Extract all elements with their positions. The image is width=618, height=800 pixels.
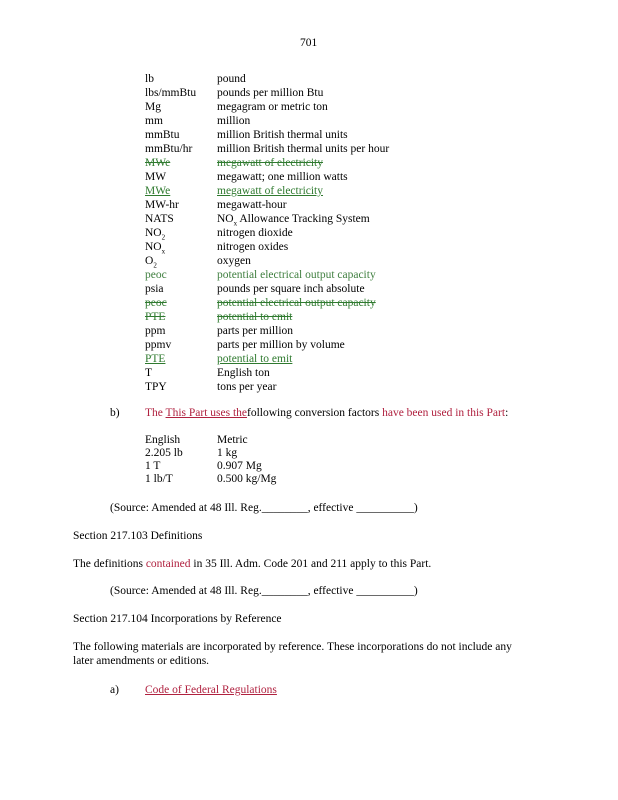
abbreviation-term: mm bbox=[145, 115, 163, 127]
section-104-paragraph-line2: later amendments or editions. bbox=[73, 655, 210, 667]
conversion-english: 2.205 lb bbox=[145, 447, 183, 459]
item-b-the: The bbox=[145, 407, 166, 419]
abbreviation-definition: nitrogen oxides bbox=[217, 241, 289, 253]
abbreviation-term: $NO_x$ bbox=[145, 241, 166, 256]
abbreviation-definition: potential to emit bbox=[217, 311, 293, 323]
abbreviation-term: T bbox=[145, 367, 153, 379]
abbreviation-definition: potential to emit bbox=[217, 353, 293, 365]
section-103-text bbox=[73, 558, 431, 571]
abbreviation-term: psia bbox=[145, 283, 164, 295]
abbreviation-term: MW bbox=[145, 171, 167, 183]
abbreviation-term: $NO_2$ bbox=[145, 227, 166, 242]
abbreviation-definition: English ton bbox=[217, 367, 270, 379]
section-103-text-before: The definitions bbox=[73, 558, 146, 570]
conversion-header-english: English bbox=[145, 434, 181, 446]
section-103-text-red: contained bbox=[145, 558, 191, 570]
page-number: 701 bbox=[300, 37, 318, 49]
item-b-end: : bbox=[505, 407, 509, 419]
abbreviation-definition: oxygen bbox=[217, 255, 251, 267]
abbreviation-definition: million British thermal units bbox=[217, 129, 348, 141]
abbreviation-term: TPY bbox=[145, 381, 167, 393]
abbreviation-definition: $NO_x$ Allowance Tracking System bbox=[217, 213, 370, 228]
abbreviation-term: lb bbox=[145, 73, 154, 85]
abbreviation-term: PTE bbox=[145, 311, 166, 323]
abbreviation-term: $O_2$ bbox=[145, 255, 157, 270]
conversion-metric: 1 kg bbox=[217, 447, 238, 459]
conversion-english: 1 lb/T bbox=[145, 473, 173, 485]
section-104-heading: Section 217.104 Incorporations by Reference bbox=[73, 613, 282, 625]
section-104-paragraph-line1: The following materials are incorporated by reference. These incorporations do not include any bbox=[73, 641, 512, 653]
item-b-inserted: This Part uses the bbox=[165, 407, 247, 419]
abbreviation-definition: megawatt of electricity bbox=[217, 185, 324, 197]
conversion-english: 1 T bbox=[145, 460, 161, 472]
abbreviation-term: ppmv bbox=[145, 339, 172, 351]
abbreviation-term: MWe bbox=[145, 157, 171, 169]
abbreviation-definition: megagram or metric ton bbox=[217, 101, 328, 113]
conversion-metric: 0.500 kg/Mg bbox=[217, 473, 277, 485]
item-a-link[interactable]: Code of Federal Regulations bbox=[145, 684, 277, 696]
section-103-heading: Section 217.103 Definitions bbox=[73, 530, 203, 542]
abbreviation-term: peoc bbox=[145, 269, 167, 281]
item-b-struck: have been used in this Part bbox=[382, 407, 506, 419]
abbreviation-definition: parts per million by volume bbox=[217, 339, 345, 351]
abbreviation-definition: pound bbox=[217, 73, 246, 85]
abbreviation-term: ppm bbox=[145, 325, 166, 337]
conversion-header-metric: Metric bbox=[217, 434, 248, 446]
abbreviation-definition: parts per million bbox=[217, 325, 294, 337]
item-a-label: a) bbox=[110, 684, 119, 696]
abbreviation-term: MWe bbox=[145, 185, 171, 197]
abbreviation-term: PTE bbox=[145, 353, 166, 365]
section-103-text-after: in 35 Ill. Adm. Code 201 and 211 apply to this Part. bbox=[190, 558, 432, 570]
item-b-label: b) bbox=[110, 407, 120, 419]
source-note-2: (Source: Amended at 48 Ill. Reg.________, effective __________) bbox=[110, 585, 418, 597]
abbreviation-term: Mg bbox=[145, 101, 161, 113]
abbreviation-definition: million British thermal units per hour bbox=[217, 143, 390, 155]
abbreviation-definition: megawatt; one million watts bbox=[217, 171, 348, 183]
abbreviation-definition: megawatt-hour bbox=[217, 199, 287, 211]
abbreviation-definition: pounds per million Btu bbox=[217, 87, 324, 99]
abbreviation-definition: potential electrical output capacity bbox=[217, 297, 376, 309]
abbreviation-term: mmBtu bbox=[145, 129, 180, 141]
abbreviation-definition: nitrogen dioxide bbox=[217, 227, 293, 239]
abbreviation-term: lbs/mmBtu bbox=[145, 87, 197, 99]
abbreviation-definition: million bbox=[217, 115, 251, 127]
abbreviation-definition: potential electrical output capacity bbox=[217, 269, 376, 281]
source-note-1: (Source: Amended at 48 Ill. Reg.________, effective __________) bbox=[110, 502, 418, 514]
abbreviation-definition: megawatt of electricity bbox=[217, 157, 324, 169]
abbreviation-term: mmBtu/hr bbox=[145, 143, 193, 155]
conversion-metric: 0.907 Mg bbox=[217, 460, 262, 472]
item-b-body: following conversion factors bbox=[247, 407, 383, 419]
item-b-text bbox=[145, 407, 508, 420]
abbreviation-definition: pounds per square inch absolute bbox=[217, 283, 365, 295]
abbreviation-term: MW-hr bbox=[145, 199, 179, 211]
abbreviation-definition: tons per year bbox=[217, 381, 277, 393]
abbreviation-term: NATS bbox=[145, 213, 174, 225]
abbreviation-term: peoc bbox=[145, 297, 167, 309]
